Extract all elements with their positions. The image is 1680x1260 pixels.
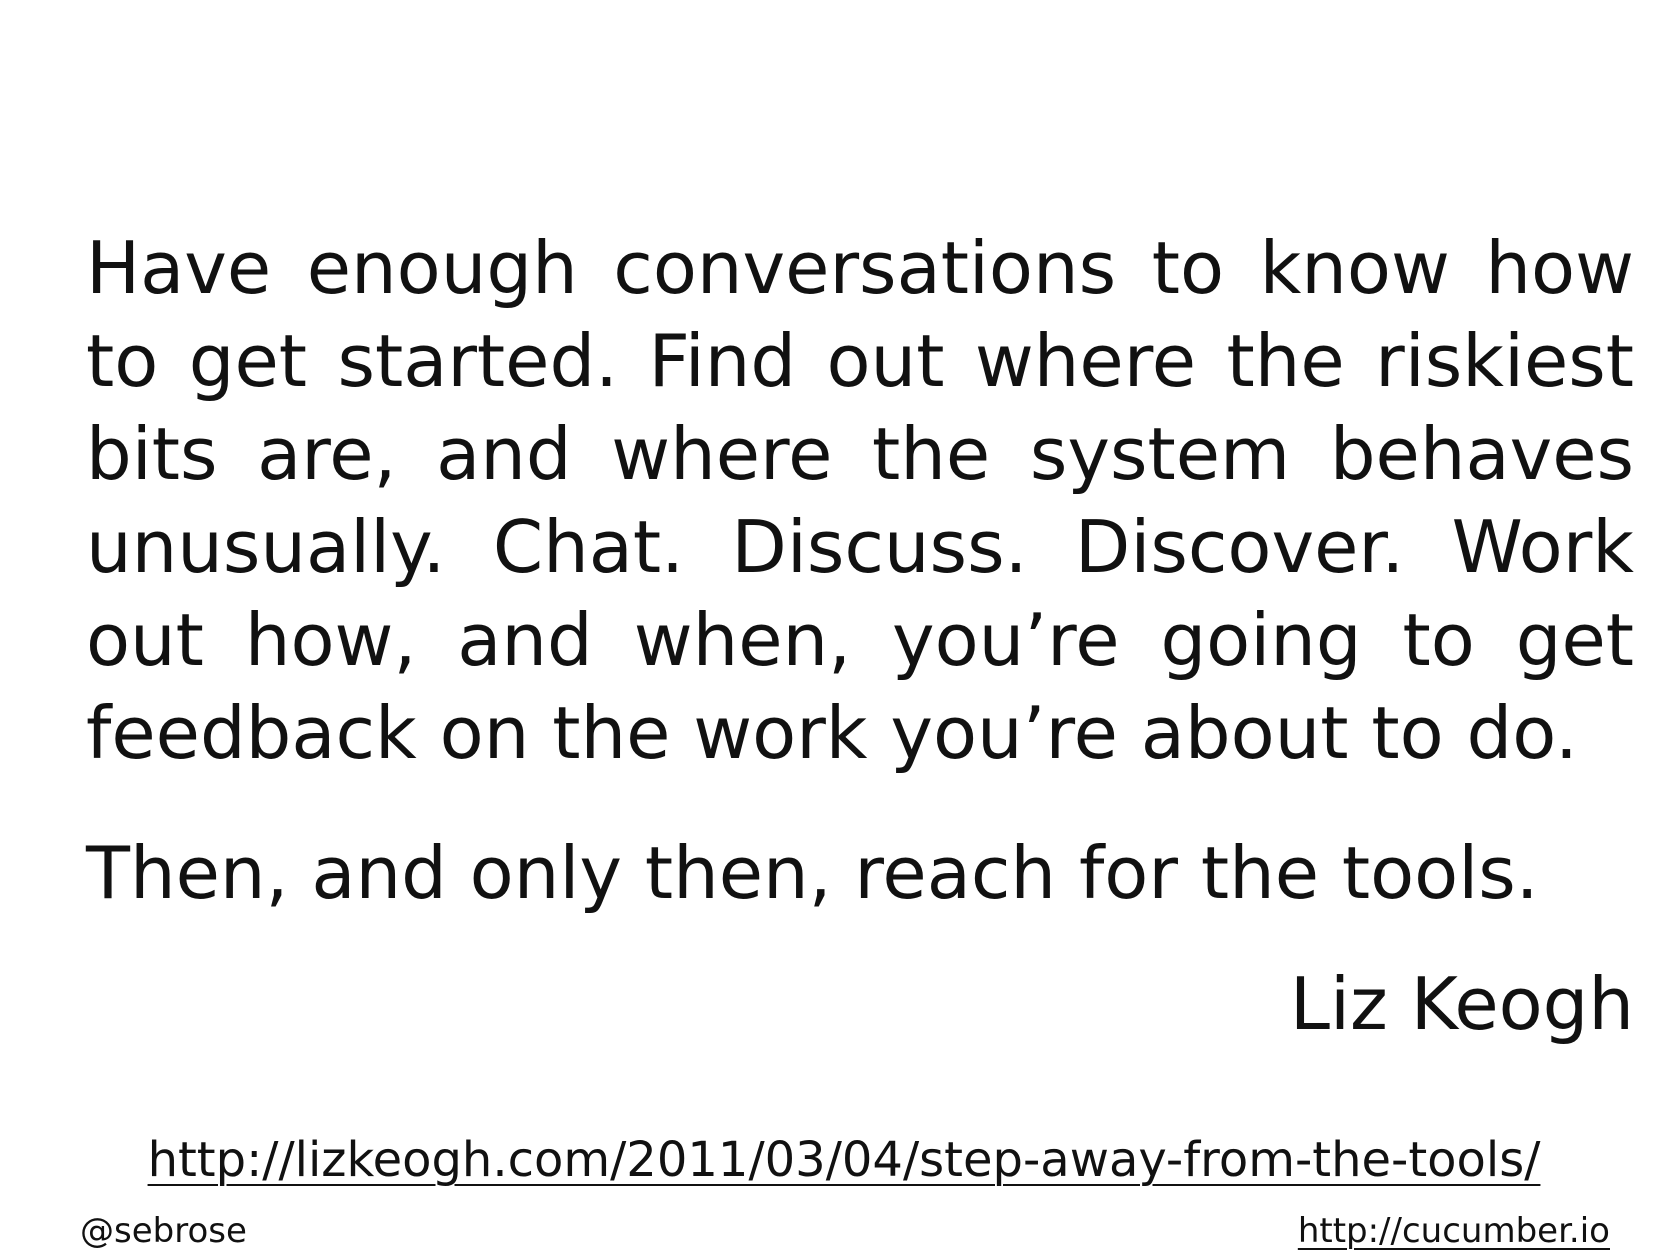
closing-line: Then, and only then, reach for the tools. [86,831,1539,915]
source-url-link[interactable]: http://lizkeogh.com/2011/03/04/step-away-from-the-tools/ [147,1132,1541,1188]
quote-text: Have enough conversations to know how to get started. Find out where the riskiest bits are, and where the system behaves unusually. Chat. Discuss. Discover. Work out how, and when, you’re going to get feedback on the work you’re about to do. [86,226,1634,775]
footer-site-link[interactable]: http://cucumber.io [1297,1211,1610,1251]
quote-attribution: Liz Keogh [1289,962,1634,1046]
footer-handle: @sebrose [80,1211,247,1251]
